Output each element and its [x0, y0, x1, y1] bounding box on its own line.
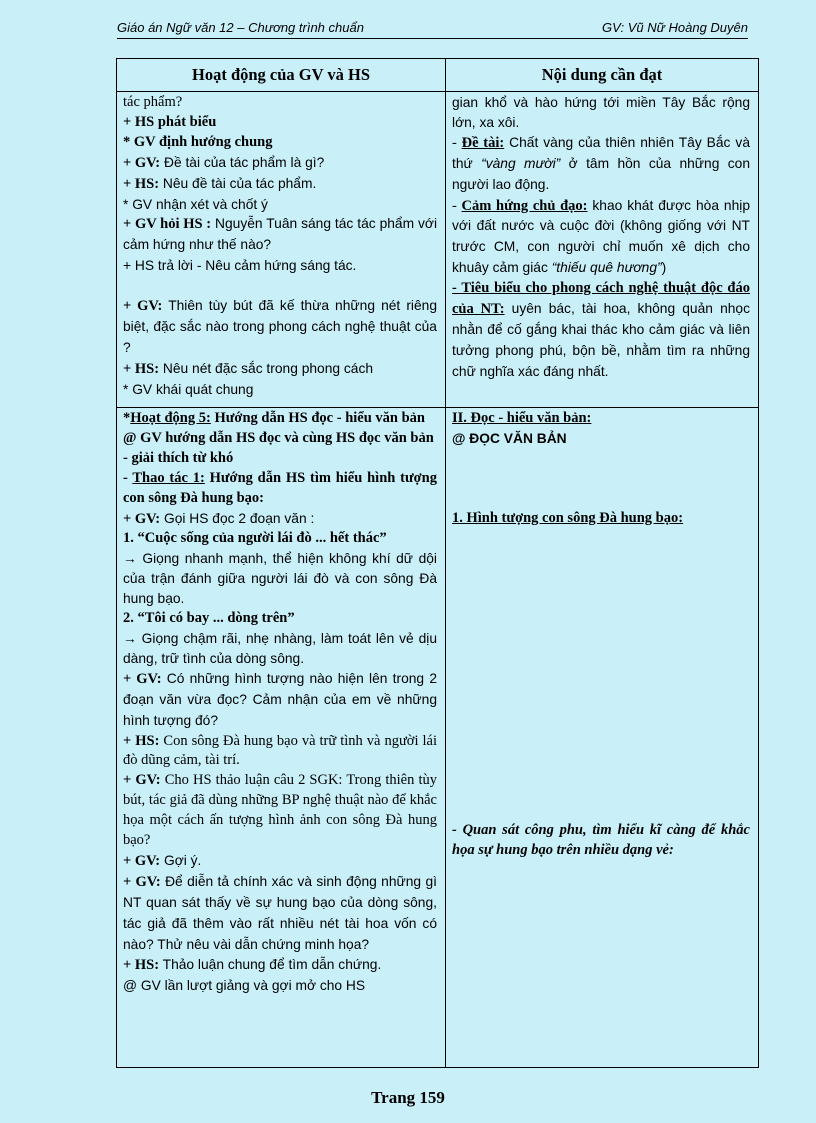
text-line: - Tiêu biểu cho phong cách nghệ thuật độc đáo của NT: uyên bác, tài hoa, không quản nhọc nhằn để cố gắng khai thác kho cảm giác và liên tưởng phong phú, bộn bề, nhằm tìm ra những chữ nghĩa xác đáng nhất.: [452, 280, 750, 379]
content-cell: [446, 92, 759, 408]
page-number: Trang 159: [371, 1088, 445, 1107]
activities-cell: [117, 92, 446, 408]
text-line: + HS trả lời - Nêu cảm hứng sáng tác.: [123, 258, 357, 274]
text-line: + GV: Để diễn tả chính xác và sinh động những gì NT quan sát thấy về sự hung bạo của dòng sông, tác giả đã thêm vào rất nhiều nét tài hoa vốn có nào? Thử nêu vài dẫn chứng minh họa?: [123, 873, 437, 952]
text-line: + HS: Nêu nét đặc sắc trong phong cách: [123, 360, 374, 377]
text-line: * GV định hướng chung: [123, 133, 273, 150]
text-line: → Giọng chậm rãi, nhẹ nhàng, làm toát lên vẻ dịu dàng, trữ tình của dòng sông.: [123, 630, 437, 666]
text-line: @ ĐỌC VĂN BẢN: [452, 430, 567, 446]
table-header-row: [117, 59, 759, 92]
text-line: * GV nhận xét và chốt ý: [123, 196, 268, 212]
text-line: + GV: Gọi HS đọc 2 đoạn văn :: [123, 510, 315, 527]
text-line: - Đề tài: Chất vàng của thiên nhiên Tây Bắc và thứ “vàng mười” ở tâm hồn của những con người lao động.: [452, 134, 751, 192]
text-line: @ GV lần lượt giảng và gợi mở cho HS: [123, 978, 366, 994]
text-line: + GV: Có những hình tượng nào hiện lên trong 2 đoạn văn vừa đọc? Cảm nhận của em về những hình tượng đó?: [123, 670, 437, 728]
text-line: - Quan sát công phu, tìm hiểu kĩ càng để khắc họa sự hung bạo trên nhiều dạng vẻ:: [452, 821, 750, 858]
text-line: - giải thích từ khó: [123, 449, 234, 466]
text-line: + HS: Con sông Đà hung bạo và trữ tình và người lái đò dũng cảm, tài trí.: [123, 732, 437, 769]
text-line: + GV: Cho HS thảo luận câu 2 SGK: Trong thiên tùy bút, tác giả đã dùng những BP nghệ thuật nào để khắc họa một cách ấn tượng hình ảnh con sông Đà hung bạo?: [123, 772, 437, 849]
column-header-content: Nội dung cần đạt: [446, 59, 759, 92]
activities-cell: [117, 408, 446, 1068]
text-line: 1. “Cuộc sống của người lái đò ... hết thác”: [123, 530, 387, 547]
text-line: + GV: Đề tài của tác phẩm là gì?: [123, 154, 325, 171]
page-header: [117, 18, 748, 39]
text-line: + GV: Gợi ý.: [123, 852, 202, 869]
text-line: 2. “Tôi có bay ... dòng trên”: [123, 610, 295, 627]
header-teacher-name: GV: Vũ Nữ Hoàng Duyên: [601, 20, 748, 35]
text-line: * GV khái quát chung: [123, 381, 254, 397]
section-heading: 1. Hình tượng con sông Đà hung bạo:: [452, 509, 684, 526]
text-line: - Cảm hứng chủ đạo: khao khát được hòa nhịp với đất nước và cuộc đời (không giống với NT trước CM, con người chỉ muốn xê dịch cho khuây cảm giác “thiếu quê hương”): [452, 197, 750, 276]
text-line: + HS: Thảo luận chung để tìm dẫn chứng.: [123, 957, 382, 974]
text-line: + GV hỏi HS : Nguyễn Tuân sáng tác tác phẩm với cảm hứng như thế nào?: [123, 216, 438, 253]
text-line: + HS: Nêu đề tài của tác phẩm.: [123, 175, 317, 192]
lesson-table: [116, 58, 759, 1068]
text-line: - Thao tác 1: Hướng dẫn HS tìm hiểu hình tượng con sông Đà hung bạo:: [123, 469, 437, 506]
text-line: gian khổ và hào hứng tới miền Tây Bắc rộng lớn, xa xôi.: [452, 95, 750, 130]
section-heading: II. Đọc - hiểu văn bản:: [452, 410, 592, 426]
text-line: + GV: Thiên tùy bút đã kế thừa những nét riêng biệt, đặc sắc nào trong phong cách nghệ thuật của ?: [123, 298, 437, 355]
content-cell: [446, 408, 759, 1068]
table-row: [117, 92, 759, 408]
text-line: + HS phát biểu: [123, 113, 217, 130]
text-line: → Giọng nhanh mạnh, thể hiện không khí dữ dội của trận đánh giữa người lái đò và con sông Đà hung bạo.: [123, 551, 437, 607]
text-line: @ GV hướng dẫn HS đọc và cùng HS đọc văn bản: [123, 429, 434, 446]
column-header-activities: Hoạt động của GV và HS: [117, 59, 446, 92]
text-line: tác phẩm?: [123, 94, 183, 110]
text-line: *Hoạt động 5: Hướng dẫn HS đọc - hiểu văn bản: [123, 410, 425, 426]
header-course-title: Giáo án Ngữ văn 12 – Chương trình chuẩn: [117, 20, 364, 35]
table-row: [117, 408, 759, 1068]
